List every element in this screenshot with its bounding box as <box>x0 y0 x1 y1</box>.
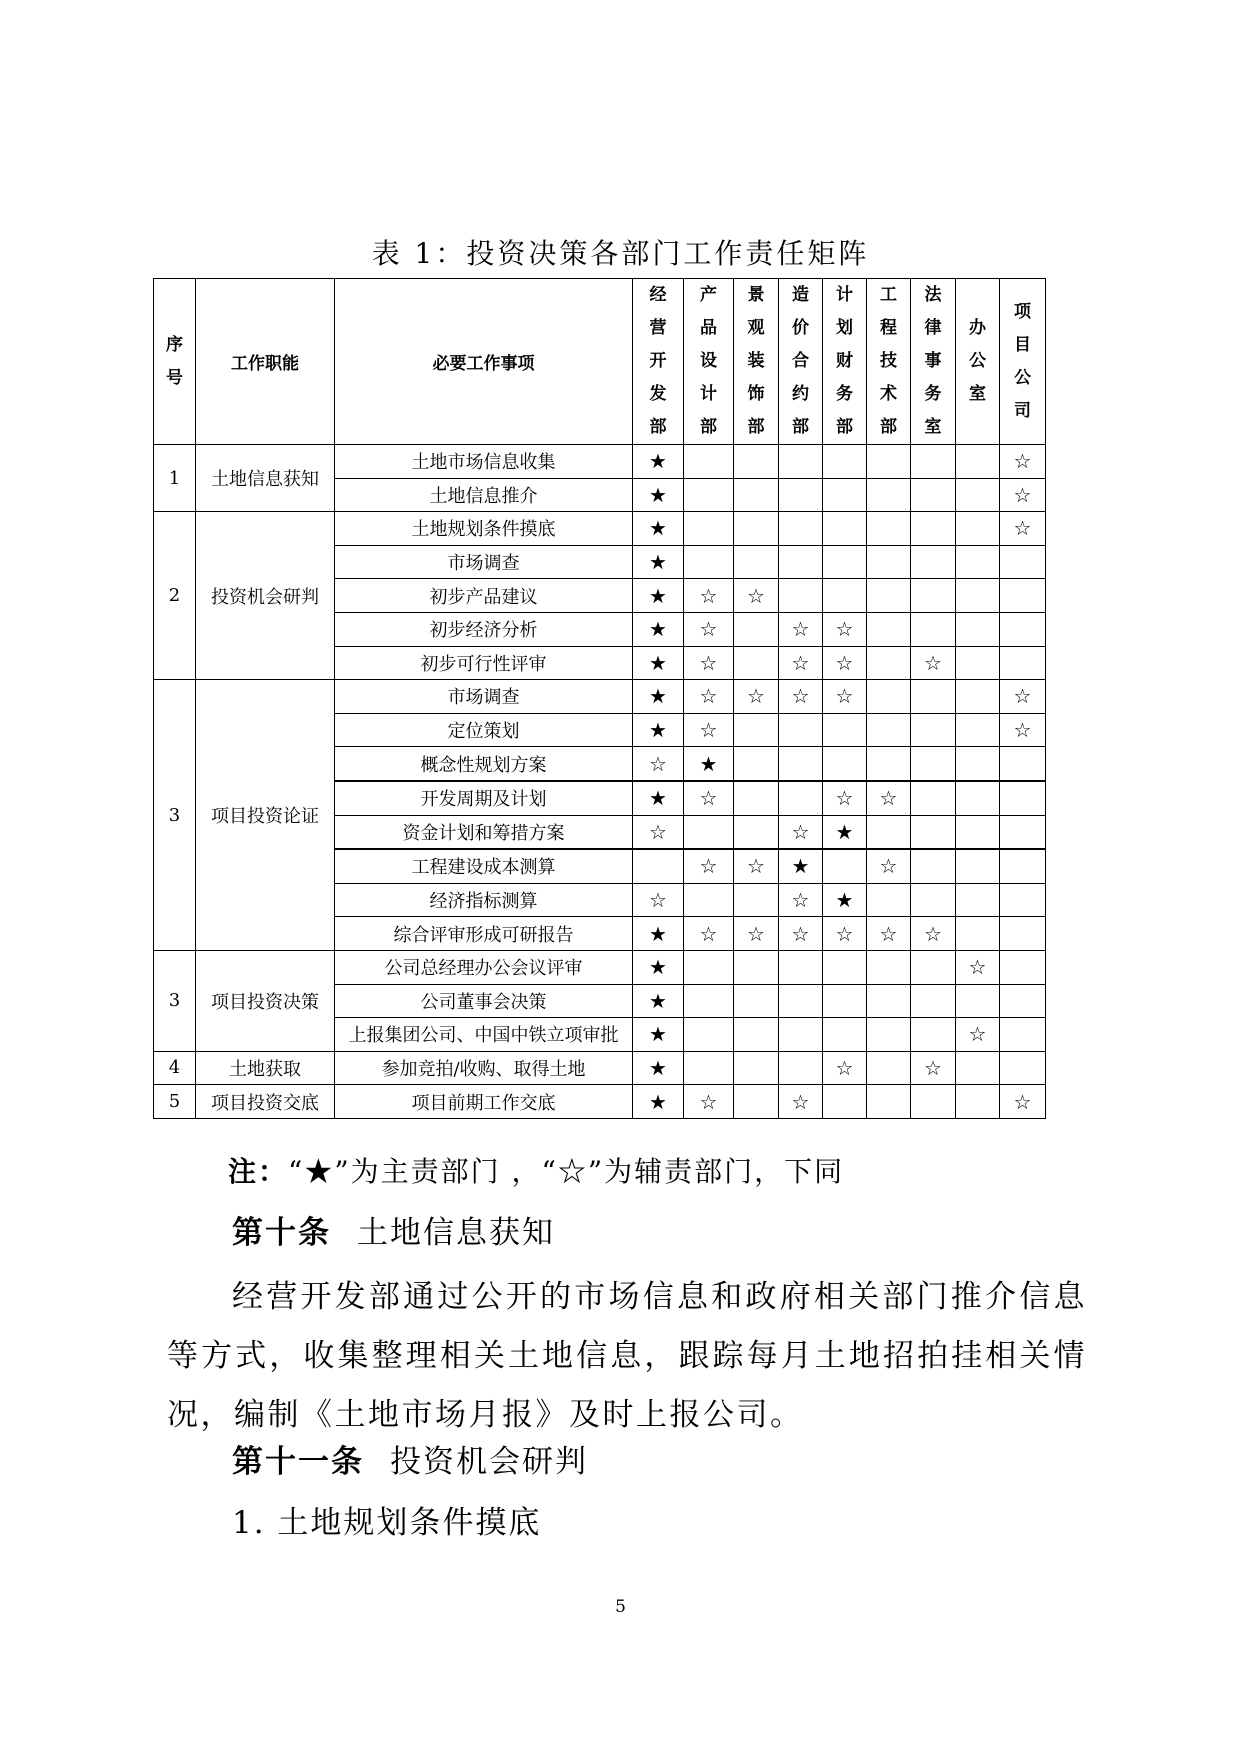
empty-cell <box>823 1018 867 1052</box>
primary-star-icon: ★ <box>633 646 684 680</box>
empty-cell <box>1000 612 1046 646</box>
work-item: 开发周期及计划 <box>335 781 633 815</box>
group-function: 项目投资决策 <box>196 950 335 1051</box>
empty-cell <box>867 545 911 579</box>
primary-star-icon: ★ <box>633 1085 684 1119</box>
secondary-star-icon: ☆ <box>779 883 823 917</box>
primary-star-icon: ★ <box>633 1018 684 1052</box>
secondary-star-icon: ☆ <box>823 917 867 951</box>
header-dept-6: 法律事务室 <box>911 279 956 445</box>
primary-star-icon: ★ <box>633 579 684 613</box>
empty-cell <box>779 1018 823 1052</box>
empty-cell <box>867 445 911 479</box>
secondary-star-icon: ☆ <box>823 1051 867 1085</box>
primary-star-icon: ★ <box>633 917 684 951</box>
empty-cell <box>867 478 911 512</box>
header-seq: 序号 <box>154 279 196 445</box>
empty-cell <box>911 512 956 546</box>
work-item: 综合评审形成可研报告 <box>335 917 633 951</box>
empty-cell <box>956 747 1000 781</box>
empty-cell <box>911 781 956 815</box>
empty-cell <box>911 612 956 646</box>
empty-cell <box>867 512 911 546</box>
empty-cell <box>684 1051 734 1085</box>
empty-cell <box>911 1085 956 1119</box>
secondary-star-icon: ☆ <box>684 1085 734 1119</box>
empty-cell <box>867 680 911 714</box>
empty-cell <box>956 545 1000 579</box>
work-item: 土地规划条件摸底 <box>335 512 633 546</box>
secondary-star-icon: ☆ <box>779 680 823 714</box>
table-row <box>154 1085 1046 1119</box>
responsibility-matrix-table <box>153 278 1046 1119</box>
article-11-title: 投资机会研判 <box>390 1444 588 1480</box>
secondary-star-icon: ☆ <box>911 1051 956 1085</box>
primary-star-icon: ★ <box>633 950 684 984</box>
secondary-star-icon: ☆ <box>684 579 734 613</box>
empty-cell <box>734 984 779 1018</box>
secondary-star-icon: ☆ <box>823 646 867 680</box>
empty-cell <box>911 545 956 579</box>
secondary-star-icon: ☆ <box>1000 1085 1046 1119</box>
empty-cell <box>823 478 867 512</box>
empty-cell <box>779 781 823 815</box>
empty-cell <box>956 478 1000 512</box>
secondary-star-icon: ☆ <box>1000 713 1046 747</box>
empty-cell <box>911 478 956 512</box>
work-item: 上报集团公司、中国中铁立项审批 <box>335 1018 633 1052</box>
work-item: 土地信息推介 <box>335 478 633 512</box>
work-item: 市场调查 <box>335 680 633 714</box>
secondary-star-icon: ☆ <box>1000 512 1046 546</box>
empty-cell <box>684 512 734 546</box>
table-row <box>154 512 1046 546</box>
empty-cell <box>867 579 911 613</box>
empty-cell <box>684 1018 734 1052</box>
group-seq: 1 <box>154 445 196 512</box>
empty-cell <box>684 984 734 1018</box>
secondary-star-icon: ☆ <box>734 849 779 883</box>
secondary-star-icon: ☆ <box>956 950 1000 984</box>
header-dept-5: 工程技术部 <box>867 279 911 445</box>
table-row <box>154 950 1046 984</box>
empty-cell <box>734 950 779 984</box>
secondary-star-icon: ☆ <box>734 579 779 613</box>
legend-note <box>228 1150 844 1190</box>
empty-cell <box>911 815 956 849</box>
work-item: 项目前期工作交底 <box>335 1085 633 1119</box>
secondary-star-icon: ☆ <box>633 815 684 849</box>
empty-cell <box>779 512 823 546</box>
empty-cell <box>956 612 1000 646</box>
empty-cell <box>734 815 779 849</box>
empty-cell <box>823 713 867 747</box>
article-10-heading <box>232 1207 555 1252</box>
empty-cell <box>779 747 823 781</box>
empty-cell <box>734 478 779 512</box>
empty-cell <box>1000 950 1046 984</box>
table-row <box>154 1051 1046 1085</box>
primary-star-icon: ★ <box>633 478 684 512</box>
secondary-star-icon: ☆ <box>1000 680 1046 714</box>
secondary-star-icon: ☆ <box>633 883 684 917</box>
work-item: 参加竞拍/收购、取得土地 <box>335 1051 633 1085</box>
header-function: 工作职能 <box>196 279 335 445</box>
empty-cell <box>823 545 867 579</box>
empty-cell <box>734 646 779 680</box>
article-11-number: 第十一条 <box>232 1444 364 1480</box>
empty-cell <box>867 646 911 680</box>
empty-cell <box>867 713 911 747</box>
empty-cell <box>867 747 911 781</box>
header-dept-3: 造价合约部 <box>779 279 823 445</box>
empty-cell <box>1000 1051 1046 1085</box>
empty-cell <box>911 950 956 984</box>
empty-cell <box>956 713 1000 747</box>
empty-cell <box>867 984 911 1018</box>
empty-cell <box>956 781 1000 815</box>
empty-cell <box>1000 781 1046 815</box>
secondary-star-icon: ☆ <box>684 680 734 714</box>
empty-cell <box>1000 646 1046 680</box>
secondary-star-icon: ☆ <box>633 747 684 781</box>
empty-cell <box>734 747 779 781</box>
empty-cell <box>684 478 734 512</box>
group-seq: 3 <box>154 950 196 1051</box>
empty-cell <box>867 815 911 849</box>
empty-cell <box>779 478 823 512</box>
empty-cell <box>911 680 956 714</box>
empty-cell <box>956 680 1000 714</box>
empty-cell <box>734 883 779 917</box>
subsection-1-heading: 1. 土地规划条件摸底 <box>232 1505 542 1541</box>
empty-cell <box>911 883 956 917</box>
header-dept-8: 项目公司 <box>1000 279 1046 445</box>
header-dept-4: 计划财务部 <box>823 279 867 445</box>
article-10-number: 第十条 <box>232 1215 331 1251</box>
secondary-star-icon: ☆ <box>823 680 867 714</box>
empty-cell <box>734 781 779 815</box>
empty-cell <box>911 445 956 479</box>
secondary-star-icon: ☆ <box>779 815 823 849</box>
empty-cell <box>1000 984 1046 1018</box>
group-function: 土地获取 <box>196 1051 335 1085</box>
empty-cell <box>956 512 1000 546</box>
table-row <box>154 445 1046 479</box>
header-items: 必要工作事项 <box>335 279 633 445</box>
empty-cell <box>867 1085 911 1119</box>
primary-star-icon: ★ <box>633 984 684 1018</box>
group-function: 项目投资交底 <box>196 1085 335 1119</box>
empty-cell <box>823 579 867 613</box>
empty-cell <box>734 512 779 546</box>
primary-star-icon: ★ <box>823 883 867 917</box>
secondary-star-icon: ☆ <box>779 646 823 680</box>
empty-cell <box>823 747 867 781</box>
empty-cell <box>956 849 1000 883</box>
secondary-star-icon: ☆ <box>684 849 734 883</box>
empty-cell <box>823 512 867 546</box>
group-function: 投资机会研判 <box>196 512 335 680</box>
secondary-star-icon: ☆ <box>734 917 779 951</box>
table-header-row <box>154 279 1046 445</box>
empty-cell <box>823 1085 867 1119</box>
empty-cell <box>1000 917 1046 951</box>
header-dept-2: 景观装饰部 <box>734 279 779 445</box>
empty-cell <box>734 612 779 646</box>
empty-cell <box>867 950 911 984</box>
primary-star-icon: ★ <box>779 849 823 883</box>
header-dept-0: 经营开发部 <box>633 279 684 445</box>
secondary-star-icon: ☆ <box>867 781 911 815</box>
group-seq: 2 <box>154 512 196 680</box>
secondary-star-icon: ☆ <box>779 612 823 646</box>
empty-cell <box>956 1085 1000 1119</box>
secondary-star-icon: ☆ <box>823 781 867 815</box>
secondary-star-icon: ☆ <box>823 612 867 646</box>
work-item: 定位策划 <box>335 713 633 747</box>
primary-star-icon: ★ <box>633 781 684 815</box>
empty-cell <box>1000 815 1046 849</box>
header-dept-1: 产品设计部 <box>684 279 734 445</box>
group-function: 土地信息获知 <box>196 445 335 512</box>
empty-cell <box>867 612 911 646</box>
empty-cell <box>779 545 823 579</box>
table-body <box>154 445 1046 1119</box>
empty-cell <box>956 917 1000 951</box>
empty-cell <box>956 815 1000 849</box>
empty-cell <box>779 1051 823 1085</box>
primary-star-icon: ★ <box>633 713 684 747</box>
work-item: 公司董事会决策 <box>335 984 633 1018</box>
empty-cell <box>956 984 1000 1018</box>
group-function: 项目投资论证 <box>196 680 335 951</box>
empty-cell <box>911 984 956 1018</box>
secondary-star-icon: ☆ <box>684 612 734 646</box>
empty-cell <box>823 984 867 1018</box>
secondary-star-icon: ☆ <box>911 917 956 951</box>
empty-cell <box>779 950 823 984</box>
secondary-star-icon: ☆ <box>684 781 734 815</box>
work-item: 初步产品建议 <box>335 579 633 613</box>
table-title: 表 1：投资决策各部门工作责任矩阵 <box>371 237 870 270</box>
empty-cell <box>1000 849 1046 883</box>
group-seq: 5 <box>154 1085 196 1119</box>
empty-cell <box>867 883 911 917</box>
empty-cell <box>956 445 1000 479</box>
empty-cell <box>867 1051 911 1085</box>
empty-cell <box>779 445 823 479</box>
empty-cell <box>734 545 779 579</box>
note-label: 注： <box>228 1155 289 1188</box>
empty-cell <box>779 713 823 747</box>
work-item: 经济指标测算 <box>335 883 633 917</box>
work-item: 初步经济分析 <box>335 612 633 646</box>
empty-cell <box>1000 545 1046 579</box>
group-seq: 3 <box>154 680 196 951</box>
primary-star-icon: ★ <box>633 1051 684 1085</box>
primary-star-icon: ★ <box>633 680 684 714</box>
empty-cell <box>779 984 823 1018</box>
article-10-title: 土地信息获知 <box>357 1215 555 1251</box>
table-row <box>154 680 1046 714</box>
empty-cell <box>823 950 867 984</box>
empty-cell <box>911 849 956 883</box>
secondary-star-icon: ☆ <box>684 646 734 680</box>
empty-cell <box>956 1051 1000 1085</box>
empty-cell <box>1000 747 1046 781</box>
header-dept-7: 办公室 <box>956 279 1000 445</box>
empty-cell <box>779 579 823 613</box>
empty-cell <box>734 445 779 479</box>
empty-cell <box>911 713 956 747</box>
empty-cell <box>684 883 734 917</box>
secondary-star-icon: ☆ <box>734 680 779 714</box>
secondary-star-icon: ☆ <box>684 713 734 747</box>
empty-cell <box>684 950 734 984</box>
empty-cell <box>734 1051 779 1085</box>
primary-star-icon: ★ <box>633 612 684 646</box>
work-item: 资金计划和筹措方案 <box>335 815 633 849</box>
empty-cell <box>956 646 1000 680</box>
empty-cell <box>734 1085 779 1119</box>
empty-cell <box>956 579 1000 613</box>
empty-cell <box>633 849 684 883</box>
work-item: 公司总经理办公会议评审 <box>335 950 633 984</box>
empty-cell <box>823 849 867 883</box>
primary-star-icon: ★ <box>633 512 684 546</box>
primary-star-icon: ★ <box>633 545 684 579</box>
empty-cell <box>684 545 734 579</box>
empty-cell <box>734 1018 779 1052</box>
secondary-star-icon: ☆ <box>1000 445 1046 479</box>
empty-cell <box>1000 579 1046 613</box>
work-item: 初步可行性评审 <box>335 646 633 680</box>
primary-star-icon: ★ <box>684 747 734 781</box>
empty-cell <box>823 445 867 479</box>
article-10-body: 经营开发部通过公开的市场信息和政府相关部门推介信息等方式，收集整理相关土地信息，跟踪每月土地招拍挂相关情况，编制《土地市场月报》及时上报公司。 <box>167 1279 1087 1433</box>
primary-star-icon: ★ <box>823 815 867 849</box>
work-item: 土地市场信息收集 <box>335 445 633 479</box>
primary-star-icon: ★ <box>633 445 684 479</box>
note-text: “★”为主责部门 ，“☆”为辅责部门，下同 <box>288 1155 845 1188</box>
work-item: 概念性规划方案 <box>335 747 633 781</box>
empty-cell <box>1000 883 1046 917</box>
secondary-star-icon: ☆ <box>779 917 823 951</box>
work-item: 工程建设成本测算 <box>335 849 633 883</box>
empty-cell <box>867 1018 911 1052</box>
empty-cell <box>911 1018 956 1052</box>
empty-cell <box>734 713 779 747</box>
secondary-star-icon: ☆ <box>684 917 734 951</box>
group-seq: 4 <box>154 1051 196 1085</box>
empty-cell <box>684 445 734 479</box>
work-item: 市场调查 <box>335 545 633 579</box>
secondary-star-icon: ☆ <box>867 917 911 951</box>
secondary-star-icon: ☆ <box>956 1018 1000 1052</box>
empty-cell <box>684 815 734 849</box>
secondary-star-icon: ☆ <box>779 1085 823 1119</box>
article-11-heading <box>232 1436 588 1481</box>
empty-cell <box>956 883 1000 917</box>
secondary-star-icon: ☆ <box>1000 478 1046 512</box>
secondary-star-icon: ☆ <box>911 646 956 680</box>
page-number: 5 <box>615 1597 626 1617</box>
empty-cell <box>911 747 956 781</box>
secondary-star-icon: ☆ <box>867 849 911 883</box>
empty-cell <box>911 579 956 613</box>
empty-cell <box>1000 1018 1046 1052</box>
